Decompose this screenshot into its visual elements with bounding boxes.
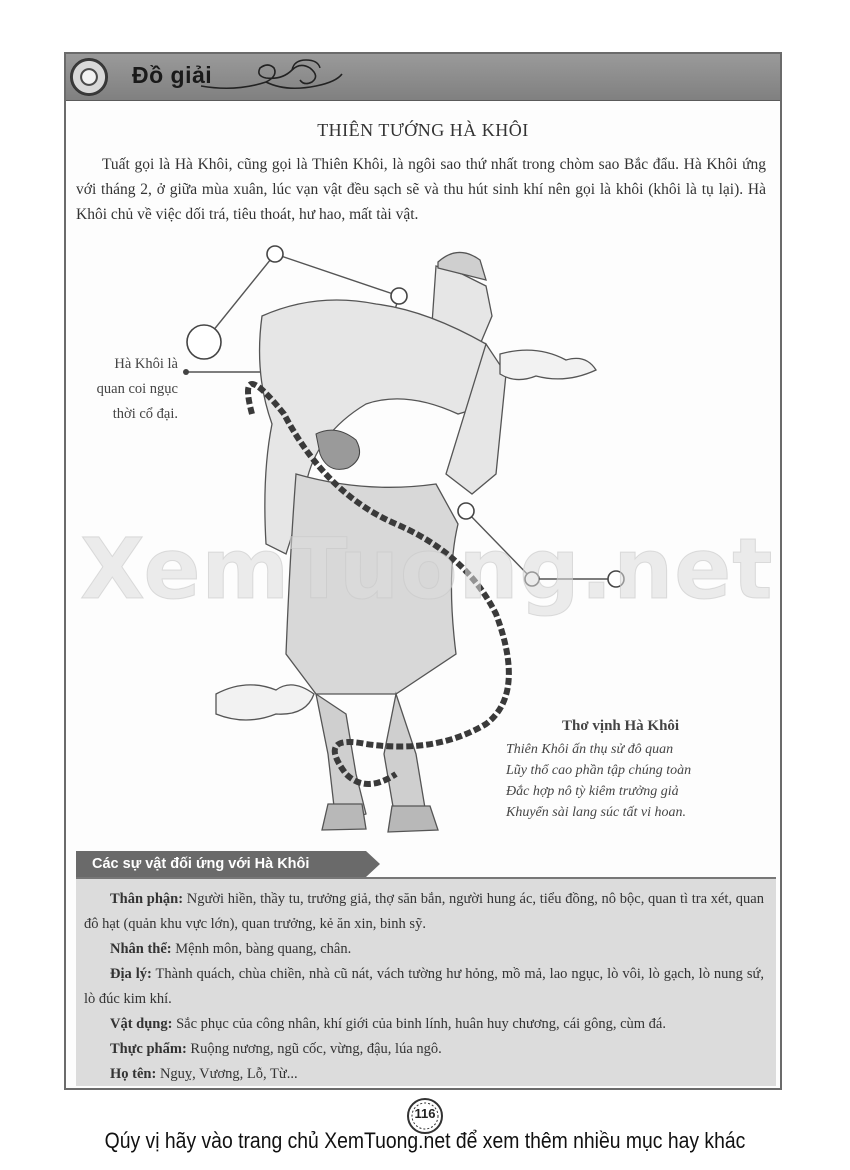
correspondence-item bbox=[84, 1012, 764, 1037]
poem bbox=[506, 716, 766, 823]
item-text: Thành quách, chùa chiền, nhà cũ nát, vách tường hư hỏng, mồ mả, lao ngục, lò vôi, lò gạch, lò nung sứ, lò đúc kim khí. bbox=[84, 966, 764, 1007]
item-text: Sắc phục của công nhân, khí giới của binh lính, huân huy chương, cái gông, cùm đá. bbox=[172, 1016, 666, 1032]
item-key: Thực phẩm: bbox=[110, 1041, 187, 1057]
correspondence-item bbox=[84, 1062, 764, 1087]
correspondence-item bbox=[84, 962, 764, 1012]
correspondence-box bbox=[76, 877, 776, 1086]
item-text: Mệnh môn, bàng quang, chân. bbox=[171, 941, 352, 957]
item-key: Vật dụng: bbox=[110, 1016, 173, 1032]
item-text: Ruộng nương, ngũ cốc, vừng, đậu, lúa ngô. bbox=[186, 1041, 442, 1057]
poem-line: Đắc hợp nô tỳ kiêm trưởng giả bbox=[506, 784, 679, 799]
item-key: Nhân thể: bbox=[110, 941, 172, 957]
poem-line: Thiên Khôi ấn thụ sử đô quan bbox=[506, 742, 674, 757]
page-number: 116 bbox=[414, 1106, 436, 1121]
intro-text: Tuất gọi là Hà Khôi, cũng gọi là Thiên Khôi, là ngôi sao thứ nhất trong chòm sao Bắc đẩu. Hà Khôi ứng với tháng 2, ở giữa mùa xuân, lúc vạn vật đều sạch sẽ và thu hút sinh khí nên gọi là khôi (khôi là tụ lại). Hà Khôi chủ về việc dối trá, tiêu thoát, hư hao, mất tài vật. bbox=[76, 156, 766, 223]
correspondence-item bbox=[84, 887, 764, 937]
item-key: Thân phận: bbox=[110, 891, 184, 907]
correspondence-item bbox=[84, 1037, 764, 1062]
chapter-title: THIÊN TƯỚNG HÀ KHÔI bbox=[317, 120, 529, 140]
header-title: Đồ giải bbox=[132, 62, 213, 88]
item-text: Người hiền, thầy tu, trưởng giả, thợ săn bắn, người hung ác, tiểu đồng, nô bộc, quan tì tra xét, quan đô hạt (quản khu vực lớn), quan trưởng, kẻ ăn xin, binh sỹ. bbox=[84, 891, 764, 932]
item-key: Họ tên: bbox=[110, 1066, 157, 1082]
poem-title: Thơ vịnh Hà Khôi bbox=[562, 718, 680, 734]
watermark: XemTuong.net bbox=[80, 520, 774, 618]
correspondence-item bbox=[84, 937, 764, 962]
item-key: Địa lý: bbox=[110, 966, 152, 982]
illustration-caption bbox=[66, 352, 178, 427]
caption-line: thời cổ đại. bbox=[112, 406, 178, 422]
footer-note: Qúy vị hãy vào trang chủ XemTuong.net để xem thêm nhiều mục hay khác bbox=[104, 1128, 746, 1153]
caption-line: Hà Khôi là bbox=[114, 356, 178, 372]
poem-line: Lũy thổ cao phần tập chúng toàn bbox=[506, 763, 692, 778]
item-text: Nguỵ, Vương, Lỗ, Từ... bbox=[156, 1066, 298, 1082]
caption-line: quan coi ngục bbox=[96, 381, 178, 397]
section-label: Các sự vật đối ứng với Hà Khôi bbox=[76, 851, 366, 877]
poem-line: Khuyển sài lang súc tất vi hoan. bbox=[506, 805, 687, 820]
